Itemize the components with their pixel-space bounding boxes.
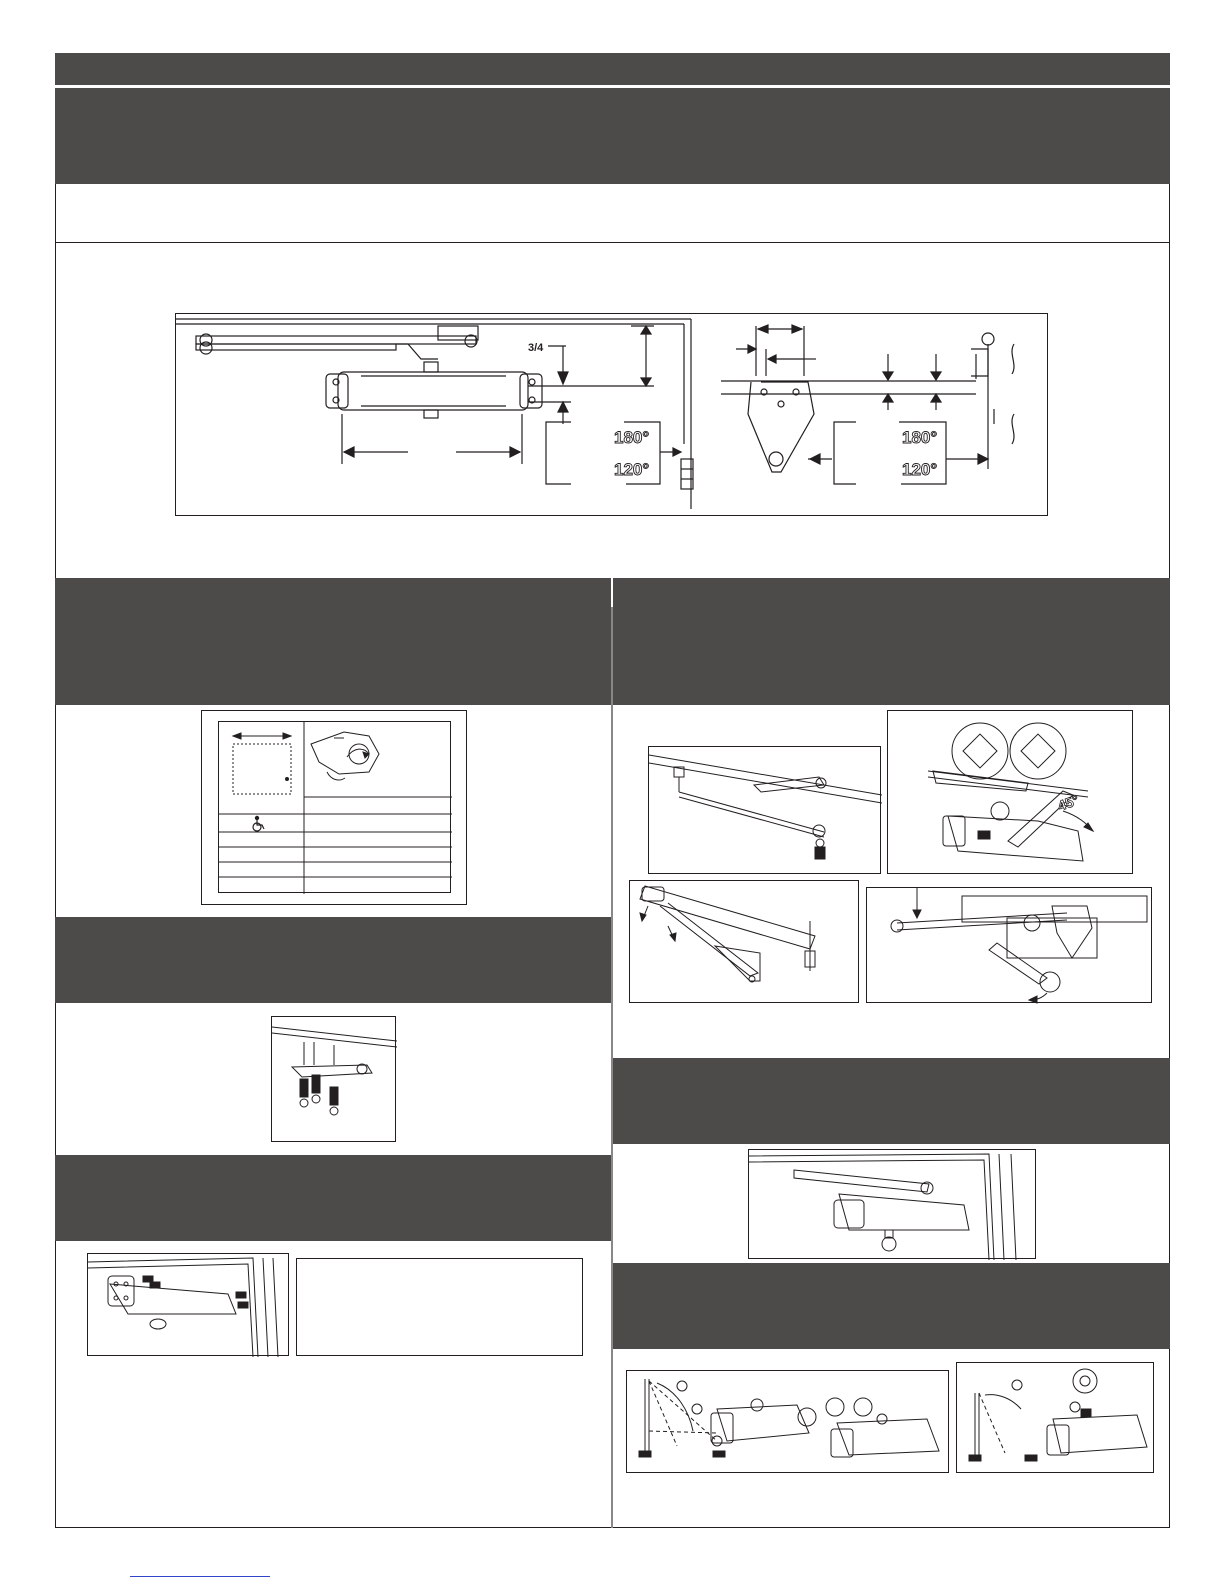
section-header-step-right-2 bbox=[613, 1058, 1170, 1144]
angle-180-right: 180° bbox=[902, 428, 938, 447]
section-header-step3 bbox=[55, 1155, 611, 1241]
title-band bbox=[55, 88, 1170, 184]
wrench-adjust-drawing bbox=[867, 888, 1153, 1004]
wrench-adjust-illustration bbox=[866, 887, 1152, 1003]
section-header-step-right-3 bbox=[613, 1263, 1170, 1349]
installed-closer-drawing bbox=[749, 1150, 1037, 1260]
section-header-step1-right bbox=[613, 578, 1170, 705]
speed-adjust-illustration bbox=[626, 1370, 949, 1473]
wheelchair-icon bbox=[253, 816, 264, 831]
footer-link-underline[interactable] bbox=[130, 1576, 270, 1577]
spec-table-grid bbox=[219, 722, 452, 894]
latch-adjust-drawing bbox=[957, 1363, 1155, 1474]
section-header-step1-left bbox=[55, 578, 611, 705]
latch-adjust-illustration bbox=[956, 1362, 1154, 1473]
top-header-bar bbox=[55, 53, 1170, 85]
spec-table-panel bbox=[201, 710, 467, 905]
offset-label: 3/4 bbox=[528, 342, 544, 354]
arm-open-illustration bbox=[629, 880, 859, 1003]
angle-120-left: 120° bbox=[614, 460, 650, 479]
arm-assembly-illustration bbox=[648, 746, 881, 874]
bracket-drawing bbox=[272, 1017, 397, 1143]
angle-120-right: 120° bbox=[902, 460, 938, 479]
angle-180-left: 180° bbox=[614, 428, 650, 447]
arm-open-drawing bbox=[630, 881, 860, 1004]
rotate-shaft-drawing bbox=[888, 711, 1134, 875]
arm-assembly-drawing bbox=[649, 747, 882, 875]
closer-mount-illustration bbox=[87, 1253, 289, 1356]
rotate-angle-label: 45° bbox=[1055, 791, 1081, 814]
template-diagram bbox=[175, 313, 1048, 516]
section-header-step2 bbox=[55, 917, 611, 1003]
subtitle-divider bbox=[55, 242, 1170, 243]
note-box bbox=[296, 1258, 583, 1356]
rotate-shaft-illustration bbox=[887, 710, 1133, 874]
closer-mount-drawing bbox=[88, 1254, 290, 1357]
spec-table bbox=[218, 721, 451, 893]
installed-closer-illustration bbox=[748, 1149, 1036, 1259]
speed-adjust-drawing bbox=[627, 1371, 950, 1474]
template-drawing bbox=[176, 314, 1049, 517]
bracket-mount-illustration bbox=[271, 1016, 396, 1142]
